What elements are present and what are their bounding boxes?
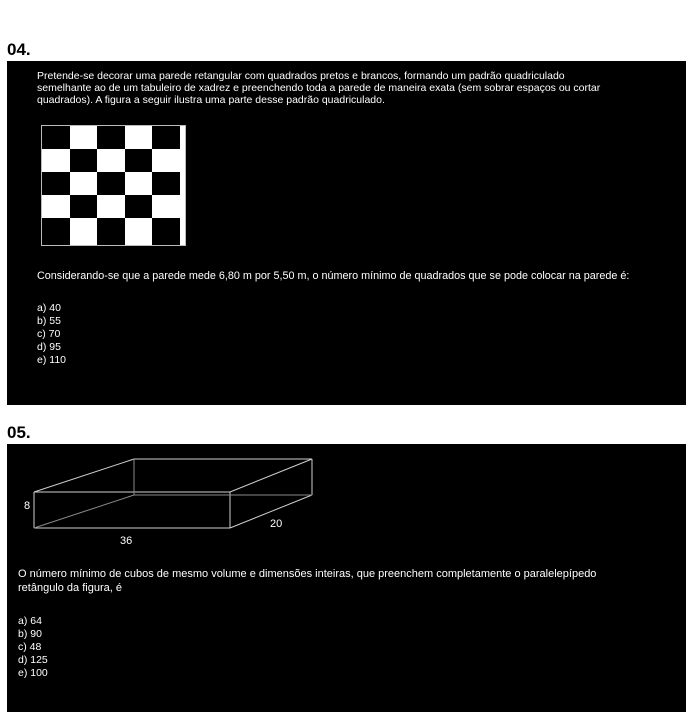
black-square [70, 149, 98, 172]
question-04-text-line-2: semelhante ao de um tabuleiro de xadrez e preenchendo toda a parede de maneira exata (sem sobrar espaços ou cortar [37, 82, 601, 94]
black-square [152, 126, 180, 149]
black-square [97, 218, 125, 245]
option-a: a) 64 [18, 615, 42, 627]
black-square [152, 172, 180, 195]
question-04-number: 04. [7, 40, 31, 59]
checkerboard-figure [41, 125, 186, 246]
height-label: 8 [24, 500, 31, 512]
length-label: 36 [120, 535, 133, 547]
question-04-panel [7, 61, 686, 405]
parallelepiped-figure [7, 444, 686, 554]
question-05-text-line-2: retângulo da figura, é [18, 582, 122, 594]
option-b: b) 55 [37, 315, 61, 327]
question-05-number: 05. [7, 423, 31, 442]
question-05-text-line-1: O número mínimo de cubos de mesmo volume e dimensões inteiras, que preenchem completamente o paralelepípedo [18, 568, 597, 580]
option-c: c) 48 [18, 641, 42, 653]
question-05-panel [7, 444, 686, 712]
black-square [97, 172, 125, 195]
option-d: d) 95 [37, 341, 61, 353]
option-c: c) 70 [37, 328, 61, 340]
black-square [97, 126, 125, 149]
option-e: e) 110 [37, 354, 66, 366]
black-square [125, 149, 153, 172]
black-square [70, 195, 98, 218]
black-square [42, 172, 70, 195]
hidden-bottom-left-depth-edge [34, 495, 134, 528]
option-a: a) 40 [37, 302, 61, 314]
black-square [152, 218, 180, 245]
top-right-depth-edge [230, 459, 312, 492]
question-04-text-line-1: Pretende-se decorar uma parede retangular com quadrados pretos e brancos, formando um padrão quadriculado [37, 70, 565, 82]
depth-label: 20 [270, 518, 283, 530]
black-square [42, 126, 70, 149]
option-d: d) 125 [18, 654, 48, 666]
black-square [42, 218, 70, 245]
option-e: e) 100 [18, 667, 48, 679]
top-left-depth-edge [34, 459, 134, 492]
black-square [125, 195, 153, 218]
option-b: b) 90 [18, 628, 42, 640]
question-04-prompt: Considerando-se que a parede mede 6,80 m por 5,50 m, o número mínimo de quadrados que se pode colocar na parede é: [37, 270, 630, 282]
question-04-text-line-3: quadrados). A figura a seguir ilustra uma parte desse padrão quadriculado. [37, 94, 385, 106]
